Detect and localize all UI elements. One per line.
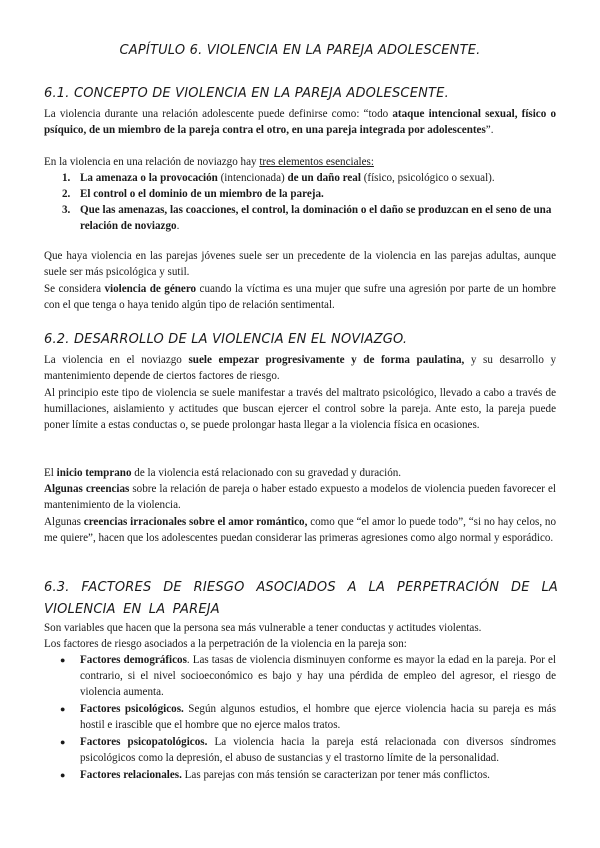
text-run: como que “el amor lo puede todo”, “si no hay celos, no me quiere”, hacen que los adolescentes puedan considerar las primeras agresiones como algo normal y esporádico.: [44, 516, 557, 544]
list-item-demographic: [80, 652, 556, 700]
bold-run: creencias irracionales sobre el amor romántico,: [83, 516, 308, 528]
list-item-psychological: [80, 701, 556, 733]
paragraph-psychological-abuse: Al principio este tipo de violencia se suele manifestar a través del maltrato psicológico, llevado a cabo a través de humillaciones, aislamiento y actitudes que buscan ejercer el control sobre la pareja. Ante esto, la pareja puede poner límite a estas conductas o, se puede prolongar hasta llegar a la violencia física en ocasiones.: [44, 387, 556, 431]
text-run: cuando la víctima es una mujer que sufre una agresión por parte de un hombre con el que tenga o haya tenido algún tipo de relación sentimental.: [44, 283, 556, 311]
text-run: (físico, psicológico o sexual).: [360, 172, 495, 184]
bold-run: El control o el dominio de un miembro de la pareja.: [80, 188, 324, 200]
text-run: Según algunos estudios, el hombre que ejerce violencia hacia su pareja es más hostil e irascible que el hombre que no ejerce malos tratos.: [80, 703, 557, 731]
paragraph-progressive: [44, 352, 556, 384]
list-item: [80, 170, 556, 186]
text-run: .: [176, 220, 180, 232]
bold-run: ataque intencional sexual, físico o psíquico, de un miembro de la pareja contra el otro, en una pareja integrada por adolescentes: [44, 108, 556, 136]
bold-run: de un daño real: [287, 172, 361, 184]
text-run: El: [44, 467, 57, 479]
list-item-relational: [80, 767, 556, 783]
bullet: ●: [60, 655, 66, 665]
paragraph-factors-intro: Los factores de riesgo asociados a la perpetración de la violencia en la pareja son:: [44, 638, 407, 650]
text-run: y su desarrollo y mantenimiento depende de ciertos factores de riesgo.: [44, 354, 557, 382]
text-run: En la violencia en una relación de noviazgo hay: [44, 156, 260, 168]
bold-run: Factores psicopatológicos.: [80, 736, 208, 748]
text-run: Las parejas con más tensión se caracterizan por tener más conflictos.: [181, 769, 490, 781]
underlined-run: tres elementos esenciales:: [259, 156, 374, 168]
list-number: 3.: [62, 204, 71, 216]
list-number: 1.: [62, 172, 71, 184]
bold-run: Factores demográficos: [80, 654, 187, 666]
paragraph-early-onset: [44, 465, 556, 481]
list-number: 2.: [62, 188, 71, 200]
bold-run: La amenaza o la provocación: [80, 172, 218, 184]
text-run: de la violencia está relacionado con su gravedad y duración.: [131, 467, 402, 479]
bold-run: Factores relacionales.: [80, 769, 182, 781]
paragraph-gender-violence: [44, 281, 556, 313]
bold-run: inicio temprano: [56, 467, 132, 479]
paragraph-variables: Son variables que hacen que la persona sea más vulnerable a tener conductas y actitudes violentas.: [44, 622, 482, 634]
paragraph-precedent: Que haya violencia en las parejas jóvenes suele ser un precedente de la violencia en las parejas adultas, aunque suele ser más psicológica y sutil.: [44, 250, 556, 278]
bold-run: Que las amenazas, las coacciones, el control, la dominación o el daño se produzcan en el seno de una relación de noviazgo: [80, 204, 552, 232]
bold-run: Factores psicológicos.: [80, 703, 184, 715]
text-run: La violencia durante una relación adolescente puede definirse como: “todo: [44, 108, 393, 120]
text-run: . Las tasas de violencia disminuyen conforme es mayor la edad en la pareja. Por el contrario, si el nivel socioeconómico es bajo y hay una pérdida de empleo del agresor, el riesgo de violencia aumenta.: [80, 654, 556, 698]
list-item-psychopathological: [80, 734, 556, 766]
text-run: La violencia hacia la pareja está relacionada con diversos síndromes psicológicos como la depresión, el abuso de sustancias y el trastorno límite de la personalidad.: [80, 736, 557, 764]
paragraph-romantic-love: [44, 514, 556, 546]
section-heading-6-1: 6.1. CONCEPTO DE VIOLENCIA EN LA PAREJA ADOLESCENTE.: [44, 86, 449, 101]
text-run: sobre la relación de pareja o haber estado expuesto a modelos de violencia pueden favorecer el mantenimiento de la violencia.: [44, 483, 556, 511]
bold-run: Algunas creencias: [44, 483, 130, 495]
section-heading-6-3: 6.3. FACTORES DE RIESGO ASOCIADOS A LA PERPETRACIÓN DE LA VIOLENCIA EN LA PAREJA: [44, 580, 558, 617]
list-item: [80, 202, 556, 234]
paragraph-beliefs: [44, 481, 556, 513]
list-item: [80, 186, 556, 202]
text-run: (intencionada): [217, 172, 288, 184]
bullet: ●: [60, 737, 66, 747]
bold-run: suele empezar progresivamente y de forma paulatina,: [188, 354, 465, 366]
text-run: Se considera: [44, 283, 105, 295]
chapter-title: CAPÍTULO 6. VIOLENCIA EN LA PAREJA ADOLESCENTE.: [119, 43, 481, 58]
bold-run: violencia de género: [104, 283, 197, 295]
paragraph-elements-intro: [44, 154, 556, 170]
bullet: ●: [60, 770, 66, 780]
text-run: La violencia en el noviazgo: [44, 354, 189, 366]
text-run: Algunas: [44, 516, 84, 528]
bullet: ●: [60, 704, 66, 714]
paragraph-definition: [44, 106, 556, 138]
text-run: ”.: [485, 124, 494, 136]
section-heading-6-2: 6.2. DESARROLLO DE LA VIOLENCIA EN EL NOVIAZGO.: [44, 332, 408, 347]
